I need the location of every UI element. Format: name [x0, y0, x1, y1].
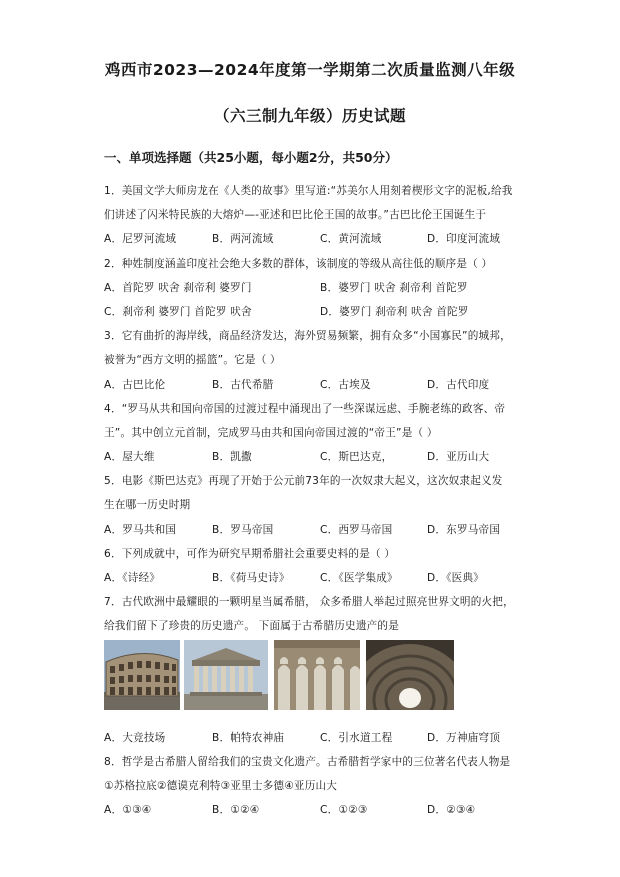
question-4-option-d: D．亚历山大 — [427, 451, 490, 463]
question-5-text: 生在哪一历史时期 — [104, 499, 191, 511]
question-3-option-b: B．古代希腊 — [212, 379, 274, 391]
question-8-text: 8．哲学是古希腊人留给我们的宝贵文化遗产。古希腊哲学家中的三位著名代表人物是 — [104, 756, 511, 768]
question-4-text: 4．“罗马从共和国向帝国的过渡过程中涌现出了一些深谋远虑、手腕老练的政客、帝 — [104, 403, 506, 415]
question-5-option-a: A．罗马共和国 — [104, 524, 177, 536]
question-3-text: 3．它有曲折的海岸线，商品经济发达，海外贸易频繁，拥有众多“小国寡民”的城邦， — [104, 330, 511, 342]
question-2-option-a: A．首陀罗 吠舍 刹帝利 婆罗门 — [104, 282, 252, 294]
question-1-text: 们讲述了闪米特民族的大熔炉—-亚述和巴比伦王国的故事。”古巴比伦王国诞生于 — [104, 209, 487, 221]
question-1-text: 1．美国文学大师房龙在《人类的故事》里写道:“苏美尔人用刻着楔形文字的泥板,给我 — [104, 185, 513, 197]
question-5-option-b: B．罗马帝国 — [212, 524, 274, 536]
question-4-option-b: B．凯撒 — [212, 451, 252, 463]
colosseum-image — [104, 640, 180, 710]
question-7-option-b: B．帕特农神庙 — [212, 732, 285, 744]
aqueduct-image — [274, 640, 360, 710]
question-1-option-b: B．两河流域 — [212, 233, 274, 245]
question-7-option-a: A．大竞技场 — [104, 732, 166, 744]
question-4-option-c: C．斯巴达克， — [320, 451, 393, 463]
question-5-text: 5．电影《斯巴达克》再现了开始于公元前73年的一次奴隶大起义，这次奴隶起义发 — [104, 475, 503, 487]
question-8-option-b: B．①②④ — [212, 804, 260, 816]
question-7-text: 7．古代欧洲中最耀眼的一颗明星当属希腊， 众多希腊人举起过照亮世界文明的火把， — [104, 596, 514, 608]
question-2-option-d: D．婆罗门 刹帝利 吠舍 首陀罗 — [320, 306, 469, 318]
question-2-text: 2．种姓制度涵盖印度社会绝大多数的群体，该制度的等级从高往低的顺序是（ ） — [104, 258, 493, 270]
question-6-option-b: B．《荷马史诗》 — [212, 572, 290, 584]
parthenon-image — [184, 640, 268, 710]
exam-subtitle: （六三制九年级）历史试题 — [213, 107, 406, 125]
question-3-text: 被誉为“西方文明的摇篮”。它是（ ） — [104, 354, 281, 366]
question-8-text: ①苏格拉底②德谟克利特③亚里士多德④亚历山大 — [104, 780, 338, 792]
question-7-text: 给我们留下了珍贵的历史遗产。 下面属于古希腊历史遗产的是 — [104, 620, 399, 632]
question-3-option-d: D．古代印度 — [427, 379, 490, 391]
question-2-option-b: B．婆罗门 吠舍 刹帝利 首陀罗 — [320, 282, 468, 294]
question-8-option-d: D．②③④ — [427, 804, 476, 816]
question-8-option-a: A．①③④ — [104, 804, 152, 816]
question-4-text: 王”。其中创立元首制，完成罗马由共和国向帝国过渡的“帝王”是（ ） — [104, 427, 438, 439]
question-6-text: 6．下列成就中，可作为研究早期希腊社会重要史料的是（ ） — [104, 548, 396, 560]
question-6-option-c: C．《医学集成》 — [320, 572, 398, 584]
question-1-option-a: A．尼罗河流域 — [104, 233, 177, 245]
question-5-option-c: C．西罗马帝国 — [320, 524, 393, 536]
question-2-option-c: C．刹帝利 婆罗门 首陀罗 吠舍 — [104, 306, 252, 318]
exam-title: 鸡西市2023—2024年度第一学期第二次质量监测八年级 — [104, 61, 516, 79]
question-4-option-a: A．屋大维 — [104, 451, 155, 463]
question-1-option-c: C．黄河流域 — [320, 233, 382, 245]
question-7-option-c: C．引水道工程 — [320, 732, 393, 744]
pantheon-dome-image — [366, 640, 454, 710]
question-8-option-c: C．①②③ — [320, 804, 368, 816]
question-5-option-d: D．东罗马帝国 — [427, 524, 501, 536]
section-heading: 一、单项选择题（共25小题，每小题2分，共50分） — [104, 150, 398, 165]
question-6-option-d: D．《医典》 — [427, 572, 485, 584]
question-6-option-a: A．《诗经》 — [104, 572, 161, 584]
question-3-option-c: C．古埃及 — [320, 379, 371, 391]
question-1-option-d: D．印度河流域 — [427, 233, 501, 245]
question-7-option-d: D．万神庙穹顶 — [427, 732, 501, 744]
question-3-option-a: A．古巴比伦 — [104, 379, 166, 391]
